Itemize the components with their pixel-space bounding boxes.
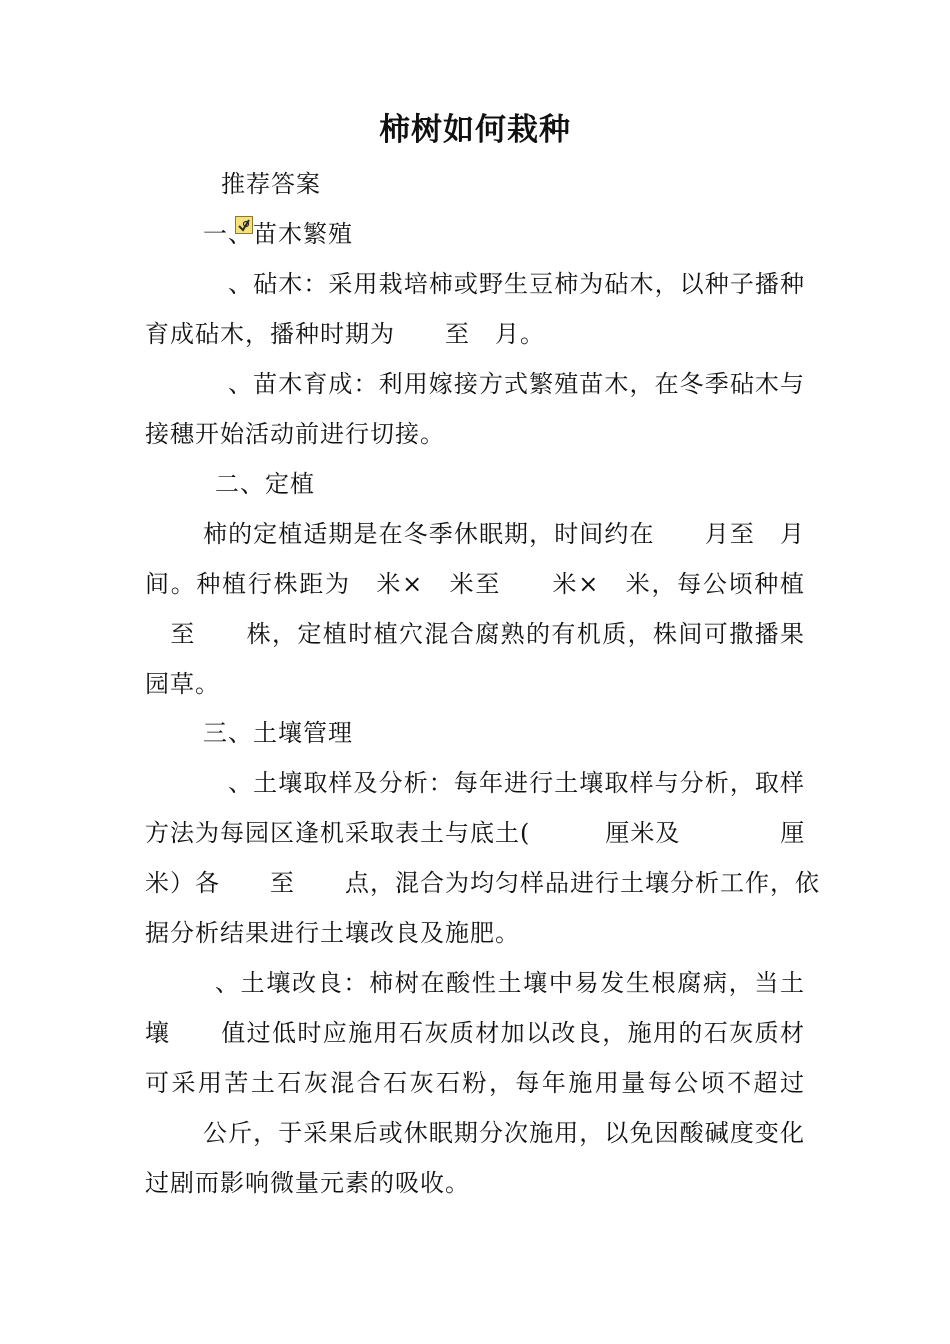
- recommended-label: 推荐答案: [221, 170, 321, 198]
- paragraph-line: 可采用苦土石灰混合石灰石粉，每年施用量每公顷不超过: [145, 1069, 805, 1097]
- paragraph-line: 柿的定植适期是在冬季休眠期，时间约在 月至 月: [203, 520, 805, 548]
- recommend-icon: [200, 175, 218, 193]
- paragraph-line: 方法为每园区逢机采取表土与底土( 厘米及 厘: [145, 819, 806, 847]
- paragraph-line: 过剧而影响微量元素的吸收。: [145, 1169, 470, 1197]
- paragraph-line: 据分析结果进行土壤改良及施肥。: [145, 919, 520, 947]
- paragraph-line: 至 株，定植时植穴混合腐熟的有机质，株间可撒播果: [145, 620, 805, 648]
- recommended-answer-header: [200, 167, 860, 201]
- paragraph-line: 园草。: [145, 670, 220, 698]
- paragraph-line: 育成砧木，播种时期为 至 月。: [145, 320, 545, 348]
- paragraph-line: 、苗木育成：利用嫁接方式繁殖苗木，在冬季砧木与: [203, 370, 805, 398]
- paragraph-line: 接穗开始活动前进行切接。: [145, 420, 445, 448]
- paragraph-line: 、土壤改良：柿树在酸性土壤中易发生根腐病，当土: [215, 969, 805, 997]
- paragraph-line: 、土壤取样及分析：每年进行土壤取样与分析，取样: [203, 769, 805, 797]
- paragraph-line: 间。种植行株距为 米× 米至 米× 米，每公顷种植: [145, 570, 805, 598]
- paragraph-line: 壤 值过低时应施用石灰质材加以改良，施用的石灰质材: [145, 1019, 805, 1047]
- paragraph-line: 、砧木：采用栽培柿或野生豆柿为砧木，以种子播种: [203, 270, 805, 298]
- paragraph-line: 公斤，于采果后或休眠期分次施用，以免因酸碱度变化: [203, 1119, 805, 1147]
- section-heading: 二、定植: [215, 470, 315, 498]
- paragraph-line: 米）各 至 点，混合为均匀样品进行土壤分析工作，依: [145, 869, 820, 897]
- page-title: 柿树如何栽种: [379, 112, 571, 148]
- section-heading: 一、苗木繁殖: [203, 220, 353, 248]
- section-heading: 三、土壤管理: [203, 719, 353, 747]
